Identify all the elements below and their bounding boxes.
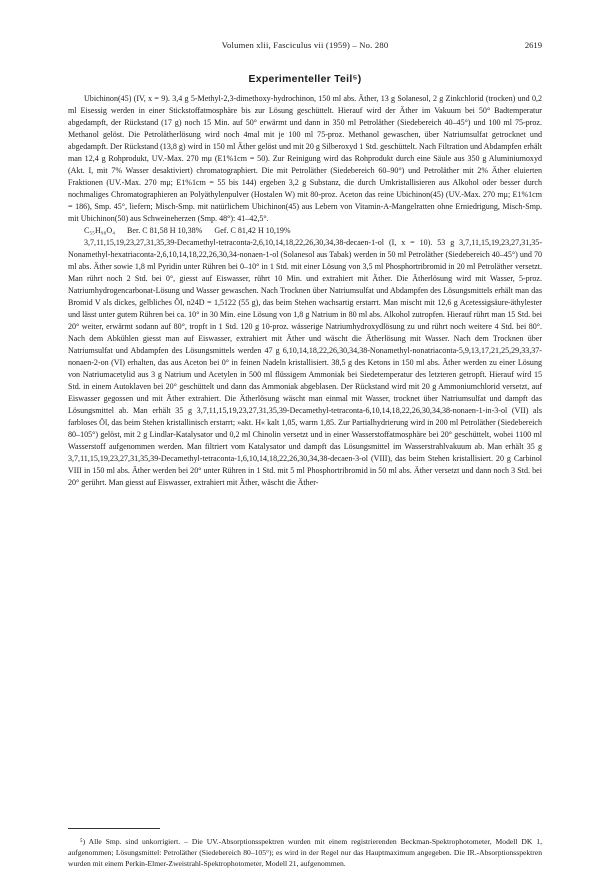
calculated-values: Ber. C 81,58 H 10,38%	[127, 226, 203, 235]
footnote-rule	[68, 828, 160, 829]
footnote	[68, 836, 542, 869]
running-header	[68, 40, 542, 54]
paragraph-ubichinon: Ubichinon(45) (IV, x = 9). 3,4 g 5-Methyl-2,3-dimethoxy-hydrochinon, 150 ml abs. Äther, 13 g Solanesol, 2 g Zinkchlorid (trocken) und 0,2 ml Eisessig werden in einer Stickstoffatmosphäre bis zur Lösung geschüttelt. Hierauf wird der Äther im Vakuum bei 50° Badtemperatur abgedampft, der Rückstand (17 g) noch 15 Min. auf 50° erwärmt und dann in 350 ml Petroläther (Siedebereich 40–45°) und 100 ml 75-proz. Methanol gelöst. Die Petrolätherlösung wird noch 4mal mit je 100 ml 75-proz. Methanol gewaschen, über Natriumsulfat getrocknet und abgedampft. Der Rückstand (13,8 g) wird in 150 ml Äther gelöst und mit 20 g Silberoxyd 1 Std. geschüttelt. Nach Filtration und Abdampfen erhält man 12,4 g Rohprodukt, UV.-Max. 270 mμ (E1%1cm = 50). Zur Reinigung wird das Rohprodukt durch eine Säule aus 350 g Aluminiumoxyd (Akt. I, mit 7% Wasser desaktiviert) chromatographiert. Die mit Petroläther (Siedebereich 60–90°) und Petroläther mit 2% Äther eluierten Fraktionen (UV.-Max. 270 mμ; E1%1cm = 55 bis 144) ergeben 3,2 g Substanz, die durch Umkristallisieren aus Alkohol oder besser durch nochmaliges Chromatographieren an Polyäthylenpulver (Hostalen W) mit 80-proz. Aceton das reine Ubichinon(45) (UV.-Max. 270 mμ; E1%1cm = 186), Smp. 45°, liefern; Misch-Smp. mit natürlichem Ubichinon(45) aus Lebern von Vitamin-A-Mangelratten ohne Erniedrigung, Misch-Smp. mit Ubichinon(50) aus Schweineherzen (Smp. 48°): 41–42,5°.	[68, 94, 542, 223]
running-head: Volumen xlii, Fasciculus vii (1959) – No. 280	[221, 40, 389, 50]
found-values: Gef. C 81,42 H 10,19%	[214, 226, 291, 235]
document-page	[68, 0, 542, 888]
elemental-analysis	[68, 225, 542, 237]
page-number: 2619	[524, 40, 542, 50]
molecular-formula: C₅₅H₉₀O₄	[84, 226, 116, 235]
section-title: Experimenteller Teil⁵)	[248, 74, 362, 85]
footnote-text: ⁵) Alle Smp. sind unkorrigiert. – Die UV.-Absorptionsspektren wurden mit einem registrierenden Beckman-Spektrophotometer, Modell DK 1, aufgenommen; Lösungsmittel: Petroläther (Siedebereich 80–105°); es wird in der Regel nur das Hauptmaximum angegeben. Die IR.-Absorptionsspektren wurden mit einem Perkin-Elmer-Zweistrahl-Spektrophotometer, Modell 21, aufgenommen.	[68, 837, 542, 868]
body-text	[68, 93, 542, 489]
paragraph-decamethyl-synthesis: 3,7,11,15,19,23,27,31,35,39-Decamethyl-tetraconta-2,6,10,14,18,22,26,30,34,38-decaen-1-ol (I, x = 10). 53 g 3,7,11,15,19,23,27,31,35-Nonamethyl-hexatriaconta-2,6,10,14,18,22,26,30,34-nonaen-1-ol (Solanesol aus Tabak) werden in 50 ml Petroläther (Siedebereich 40–45°) und 70 ml abs. Äther sowie 1,8 ml Pyridin unter Rühren bei 0–10° in 1 Std. mit einer Lösung von 3,5 ml Phosphortribromid in 20 ml Petroläther versetzt. Man rührt noch 2 Std. bei 0°, giesst auf Eiswasser, rührt 10 Min. und extrahiert mit Äther. Die Ätherlösung wird mit Wasser, 5-proz. Natriumhydrogencarbonat-Lösung und Wasser gewaschen. Nach Trocknen über Natriumsulfat und Abdampfen des Lösungsmittels erhält man das Bromid V als dickes, gelbliches Öl, n24D = 1,5122 (55 g), das beim Stehen wachsartig erstarrt. Man mischt mit 12,6 g Acetessigsäure-äthylester und lässt unter gutem Rühren bei ca. 10° in 30 Min. eine Lösung von 1,8 g Natrium in 80 ml abs. Alkohol zutropfen. Hierauf rührt man 15 Std. bei 20° weiter, erwärmt sodann auf 80°, tropft in 1 Std. 120 g 10-proz. wässerige Natriumhydroxydlösung zu und rührt noch weitere 4 Std. bei 80°. Nach dem Abkühlen giesst man auf Eiswasser, extrahiert mit Äther und wäscht die Ätherlösung mit Wasser. Nach dem Trocknen über Natriumsulfat und Abdampfen des Lösungsmittels werden 47 g 6,10,14,18,22,26,30,34,38-Nonamethyl-nonatriaconta-5,9,13,17,21,25,29,33,37-nonaen-2-on (VI) erhalten, das aus Aceton bei 0° in feinen Nadeln kristallisiert. 38,5 g des Ketons in 150 ml abs. Äther werden zu einer Lösung von Natriumacetylid aus 3 g Natrium und Acetylen in 500 ml flüssigem Ammoniak bei Siedetemperatur des letzteren getropft. Hierauf wird 15 Std. in einem Autoklaven bei 20° geschüttelt und dann das Ammoniak abgeblasen. Der Rückstand wird mit 20 g Ammoniumchlorid versetzt, auf Eiswasser gegossen und mit Äther extrahiert. Die Ätherlösung wäscht man einmal mit Wasser, trocknet über Natriumsulfat und dampft das Lösungsmittel ab. Man erhält 35 g 3,7,11,15,19,23,27,31,35,39-Decamethyl-tetraconta-6,10,14,18,22,26,30,34,38-nonaen-1-in-3-ol (VII) als farbloses Öl, das beim Stehen kristallinisch erstarrt; »akt. H« kalt 1,05, warm 1,85. Zur Partialhydrierung wird in 200 ml Petroläther (Siedebereich 80–105°) gelöst, mit 2 g Lindlar-Katalysator und 0,2 ml Chinolin versetzt und in einer Wasserstoffatmosphäre bei 20° geschüttelt, wobei 1100 ml Wasserstoff aufgenommen werden. Man filtriert vom Katalysator und dampft das Lösungsmittel im Wasserstrahlvakuum ab. Man erhält 35 g 3,7,11,15,19,23,27,31,35,39-Decamethyl-tetraconta-1,6,10,14,18,22,26,30,34,38-decaen-3-ol (VIII), das beim Stehen kristallisiert. 20 g Carbinol VIII in 150 ml abs. Äther werden bei 20° unter Rühren in 1 Std. mit 5 ml Phosphortribromid in 50 ml abs. Äther versetzt und dann noch 3 Std. bei 20° gerührt. Man giesst auf Eiswasser, extrahiert mit Äther, wäscht die Äther-	[68, 238, 542, 487]
